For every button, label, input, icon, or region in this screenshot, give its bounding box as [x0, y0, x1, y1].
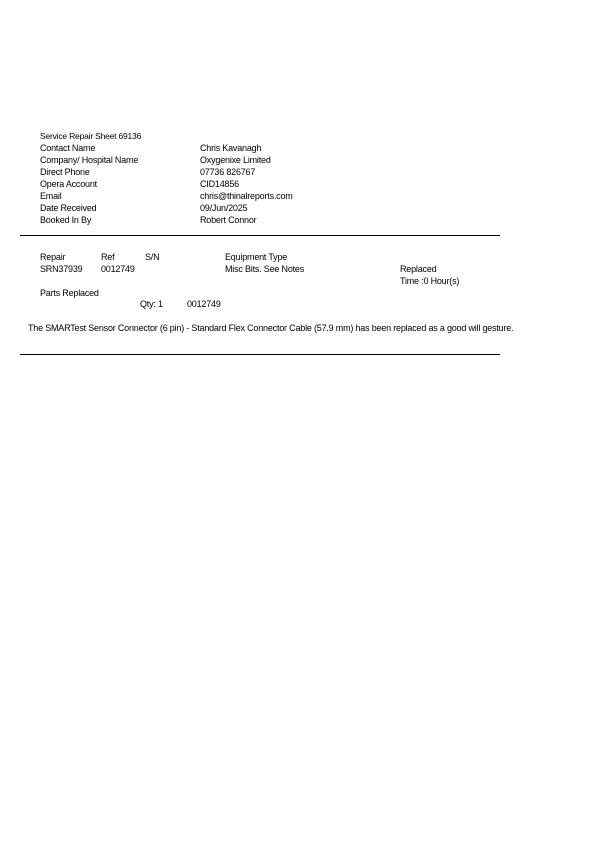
repair-ref: 0012749: [101, 264, 135, 274]
parts-qty: Qty: 1: [140, 299, 163, 309]
direct-phone-label: Direct Phone: [40, 167, 90, 177]
company-value: Oxygenixe Limited: [200, 155, 271, 165]
booked-in-by-value: Robert Connor: [200, 215, 257, 225]
booked-in-by-label: Booked In By: [40, 215, 92, 225]
contact-name-value: Chris Kavanagh: [200, 143, 262, 153]
divider-top: [20, 235, 500, 236]
direct-phone-value: 07736 826767: [200, 167, 256, 177]
repair-status: Replaced: [400, 264, 437, 274]
opera-account-label: Opera Account: [40, 179, 97, 189]
parts-ref: 0012749: [187, 299, 221, 309]
divider-bottom: [20, 354, 500, 355]
repair-number: SRN37939: [40, 264, 83, 274]
email-label: Email: [40, 191, 62, 201]
email-value: chris@thinalreports.com: [200, 191, 293, 201]
date-received-label: Date Received: [40, 203, 97, 213]
opera-account-value: CID14856: [200, 179, 239, 189]
company-label: Company/ Hospital Name: [40, 155, 139, 165]
repair-header: Repair: [40, 252, 66, 262]
sheet-title: Service Repair Sheet 69136: [40, 131, 142, 141]
contact-name-label: Contact Name: [40, 143, 96, 153]
date-received-value: 09/Jun/2025: [200, 203, 248, 213]
repair-time: Time :0 Hour(s): [400, 276, 460, 286]
equipment-type-header: Equipment Type: [225, 252, 288, 262]
sn-header: S/N: [145, 252, 160, 262]
ref-header: Ref: [101, 252, 115, 262]
parts-replaced-label: Parts Replaced: [40, 288, 99, 298]
repair-notes: The SMARTest Sensor Connector (6 pin) - Standard Flex Connector Cable (57.9 mm) has been replaced as a good will gesture.: [28, 323, 514, 333]
equipment-type: Misc Bits. See Notes: [225, 264, 305, 274]
